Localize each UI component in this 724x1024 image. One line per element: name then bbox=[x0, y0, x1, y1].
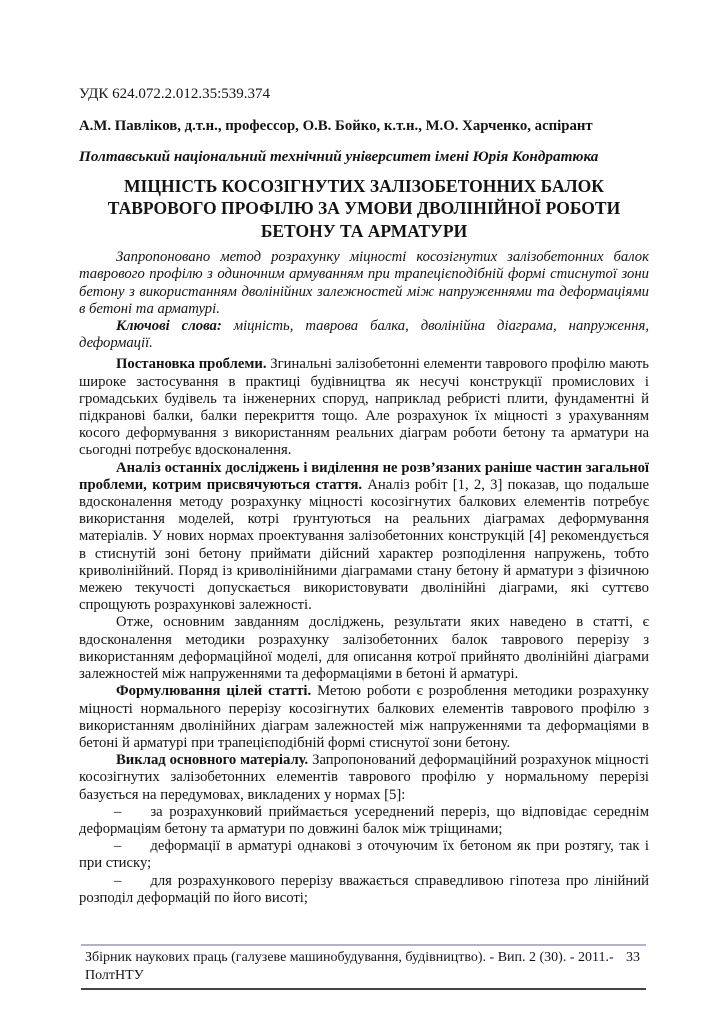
paragraph-lead: Постановка проблеми. bbox=[116, 356, 267, 373]
assumption-item-1 bbox=[79, 804, 649, 838]
paragraph-text: Запропонований деформаційний розрахунок міцності косозігнутих залізобетонних елементів таврового профілю у нормальному перерізі базується на передумовах, викладених у нормах [5]: bbox=[79, 752, 649, 803]
paragraph-lead: Виклад основного матеріалу. bbox=[116, 752, 309, 769]
article-title-line-2: ТАВРОВОГО ПРОФІЛЮ ЗА УМОВИ ДВОЛІНІЙНОЇ РОБОТИ bbox=[107, 198, 621, 219]
body-paragraph-problem-statement bbox=[79, 356, 649, 459]
paragraph-text: Згинальні залізобетонні елементи таврового профілю мають широке застосування в практиці будівництва як несучі конструкції промислових і громадських будівель та інженерних споруд, наприклад ребристі плити, фундаментні й підкранові балки, балки перекриття тощо. Але розрахунок їх міцності з урахуванням косого деформування з використанням реальних діаграм роботи бетону та арматури на сьогодні потребує вдосконалення. bbox=[79, 356, 649, 459]
assumption-item-2 bbox=[79, 838, 649, 872]
paragraph-text: Метою роботи є розроблення методики розрахунку міцності нормального перерізу косозігнутих балкових елементів таврового профілю з використанням дволінійних діаграм залежностей між напруженнями та деформаціями в бетоні й арматурі при трапецієподібній формі стиснутої зони бетону. bbox=[79, 683, 650, 751]
article-content bbox=[79, 85, 649, 907]
article-title bbox=[79, 175, 649, 242]
paragraph-lead: Формулювання цілей статті. bbox=[116, 683, 312, 700]
dash-marker: – bbox=[114, 803, 122, 820]
page-number: 33 bbox=[626, 950, 640, 965]
article-title-line-3: БЕТОНУ ТА АРМАТУРИ bbox=[260, 220, 468, 241]
authors-line: А.М. Павліков, д.т.н., профессор, О.В. Бойко, к.т.н., М.О. Харченко, аспірант bbox=[79, 118, 593, 134]
dash-marker: – bbox=[114, 872, 122, 889]
keywords-paragraph bbox=[79, 318, 649, 352]
affiliation-line: Полтавський національний технічний університет імені Юрія Кондратюка bbox=[79, 148, 599, 165]
paragraph-lead: Аналіз останніх досліджень і виділення не розв’язаних раніше частин загальної проблеми, котрим присвячуються стаття. bbox=[79, 459, 649, 493]
dash-marker: – bbox=[114, 838, 122, 855]
body-paragraph-task bbox=[79, 614, 649, 683]
paragraph-text: Отже, основним завданням досліджень, результати яких наведено в статті, є вдосконалення методики розрахунку залізобетонних балок таврового перерізу з використанням деформаційної моделі, для описання котрої прийнято дволінійні діаграми залежностей між напруженнями та деформаціями в бетоні й арматурі. bbox=[79, 614, 649, 683]
keywords-text: міцність, таврова балка, дволінійна діаграма, напруження, деформації. bbox=[79, 318, 649, 352]
assumption-text: за розрахунковий приймається усереднений переріз, що відповідає середнім деформаціям бетону та арматури по довжині балок між тріщинами; bbox=[79, 803, 649, 837]
body-paragraph-goals bbox=[79, 683, 649, 752]
paragraph-text: Аналіз робіт [1, 2, 3] показав, що подальше вдосконалення методу розрахунку міцності косозігнутих балкових елементів потребує використання моделей, котрі ґрунтуються на реальних діаграмах деформування матеріалів. У нових нормах проектування залізобетонних конструкцій [4] рекомендується в стиснутій зоні бетону приймати дійсний характер розподілення напружень, тобто криволінійний. Поряд із криволінійними діаграмами стану бетону й арматури з фізичною межею текучості допускається використовувати дволінійні діаграми, які суттєво спрощують розрахункові залежності. bbox=[79, 476, 649, 614]
assumption-item-3 bbox=[79, 873, 649, 907]
abstract-paragraph: Запропоновано метод розрахунку міцності косозігнутих залізобетонних балок таврового профілю з одиночним армуванням при трапецієподібній формі стиснутої зони бетону з використанням дволінійних залежностей між напруженнями та деформаціями в бетоні та арматурі. bbox=[79, 249, 649, 317]
assumption-text: для розрахункового перерізу вважається справедливою гіпотеза про лінійний розподіл деформацій по його висоті; bbox=[79, 872, 649, 906]
page-footer bbox=[81, 944, 646, 990]
udc-code: УДК 624.072.2.012.35:539.374 bbox=[79, 86, 271, 102]
body-paragraph-main-material bbox=[79, 752, 649, 804]
journal-reference: Збірник наукових праць (галузеве машинобудування, будівництво). - Вип. 2 (30). - 2011.-ПолтНТУ bbox=[85, 950, 614, 983]
assumption-text: деформації в арматурі однакові з оточуючим їх бетоном як при розтягу, так і при стиску; bbox=[79, 838, 649, 872]
article-title-line-1: МІЦНІСТЬ КОСОЗІГНУТИХ ЗАЛІЗОБЕТОННИХ БАЛОК bbox=[124, 176, 604, 196]
keywords-label: Ключові слова: bbox=[116, 318, 222, 335]
body-paragraph-recent-research bbox=[79, 460, 649, 615]
